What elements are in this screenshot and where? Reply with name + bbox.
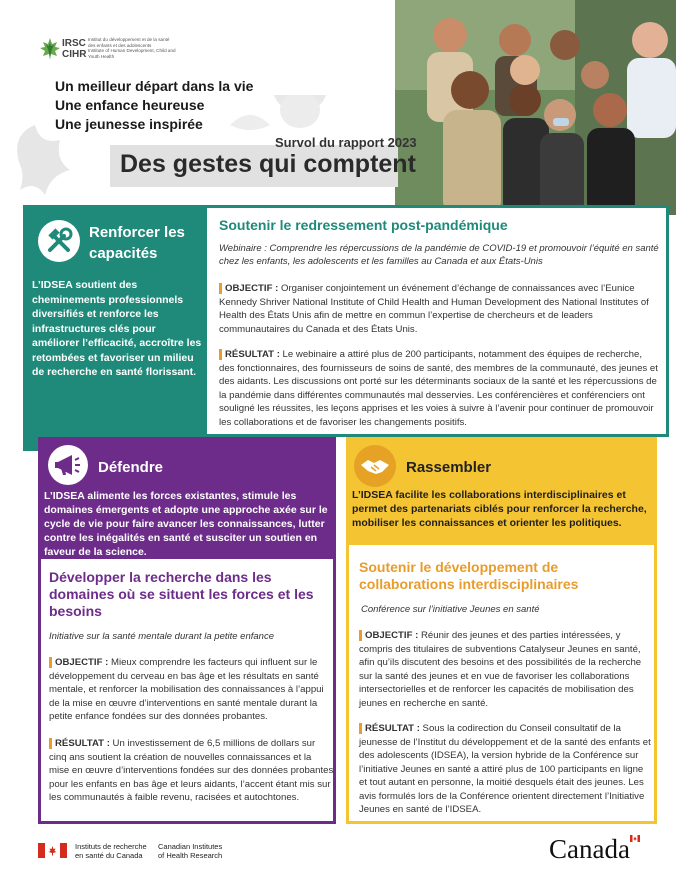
defendre-body: L’IDSEA alimente les forces existantes, stimule les domaines émergents et adopte une approche axée sur le cycle de vie pour faire avancer les connaissances, lutter contre les inégalités en santé et susciter un soutien en faveur de la science. xyxy=(44,490,328,558)
objectif-text: Réunir des jeunes et des parties intéressées, y compris des titulaires de subventions Catalyseur Jeunes en santé, afin qu’ils discutent des besoins et des possibilités de la recherche sur la santé des jeunes et en vue de favoriser les collaborations intersectorielles et de renforcer les capacités de mobilisation des jeunes en recherche en santé. xyxy=(359,630,642,709)
rassembler-heading: Rassembler xyxy=(406,459,492,476)
capacites-card xyxy=(207,205,669,437)
group-photo-image xyxy=(395,0,676,215)
page-title: Des gestes qui comptent xyxy=(120,150,416,178)
resultat-text: Un investissement de 6,5 millions de dollars sur cinq ans soutient la création de nouvelles connaissances et la mise en œuvre d’interventions fondées sur des données probantes pour les enfants en bas âge et leurs aidants, l’accent étant mis sur les communautés à faible revenu, racisées et autochtones. xyxy=(49,738,334,803)
logo-acronym-en: CIHR xyxy=(62,49,87,60)
objectif-text: Organiser conjointement un événement d’échange de connaissances avec l’Eunice Kennedy Shriver National Institute of Child Health and Human Development des National Institutes of Health des États Unis afin de mettre en commun l’expertise de chercheurs et de leaders communautaires du Canada et des États Unis. xyxy=(219,283,649,335)
rassembler-panel xyxy=(346,437,657,545)
wordmark-flag-icon xyxy=(630,835,640,842)
canada-flag-icon xyxy=(38,843,67,858)
rassembler-resultat xyxy=(359,722,651,817)
footer-fr-line1: Instituts de recherche xyxy=(75,842,147,851)
resultat-label: RÉSULTAT : xyxy=(49,738,110,749)
defendre-heading: Défendre xyxy=(98,459,164,476)
report-subtitle: Survol du rapport 2023 xyxy=(275,135,417,150)
logo-text-en: Institute of Human Development, Child and Youth Health xyxy=(88,48,176,59)
rassembler-body: L’IDSEA facilite les collaborations interdisciplinaires et permet des partenariats ciblés pour renforcer la recherche, mobiliser les connaissances et orienter les politiques. xyxy=(352,489,647,529)
capacites-heading-line1: Renforcer les xyxy=(89,224,185,241)
canada-wordmark: Canada xyxy=(549,834,630,864)
maple-leaf-logo-icon xyxy=(38,37,62,61)
capacites-objectif xyxy=(219,282,659,336)
footer-en-line2: of Health Research xyxy=(158,851,223,860)
resultat-label: RÉSULTAT : xyxy=(219,349,280,360)
logo-text-fr: Institut du développement et de la santé des enfants et des adolescents xyxy=(88,37,170,48)
capacites-card-italic: Webinaire : Comprendre les répercussions de la pandémie de COVID-19 et promouvoir l’équité en santé chez les enfants, les adolescents et les familles au Canada et aux États-Unis xyxy=(219,243,659,267)
megaphone-icon xyxy=(48,445,88,485)
logo-acronym-fr: IRSC xyxy=(62,38,86,49)
rassembler-objectif xyxy=(359,629,651,710)
objectif-label: OBJECTIF : xyxy=(359,630,418,641)
rassembler-card xyxy=(346,545,657,824)
resultat-text: Le webinaire a attiré plus de 200 participants, notamment des équipes de recherche, des fonctionnaires, des fournisseurs de soins de santé, des membres de la communauté, des jeunes et des aidants. Les discussions ont porté sur les déterminants sociaux de la santé et les répercussions de la pandémie dans différentes communautés mal desservies. Les conférencières et conférenciers ont souligné les réussites, les leçons apprises et les voies à suivre à l’avenir pour continuer de promouvoir les collaborations et de favoriser les changements positifs. xyxy=(219,349,658,428)
rassembler-card-italic: Conférence sur l’initiative Jeunes en santé xyxy=(361,604,540,615)
capacites-body: L’IDSEA soutient des cheminements professionnels diversifiés et renforce les infrastructures clés pour améliorer l’efficacité, accroître les retombées et favoriser un milieu de recherche en santé florissant. xyxy=(32,279,202,378)
cihr-logo xyxy=(38,37,178,63)
footer-fr-line2: en santé du Canada xyxy=(75,851,143,860)
capacites-card-heading: Soutenir le redressement post-pandémique xyxy=(219,217,508,233)
defendre-card-heading: Développer la recherche dans les domaines où se situent les forces et les besoins xyxy=(49,569,314,619)
objectif-label: OBJECTIF : xyxy=(219,283,278,294)
capacites-heading-line2: capacités xyxy=(89,245,158,262)
footer-en-line1: Canadian Institutes xyxy=(158,842,223,851)
objectif-text: Mieux comprendre les facteurs qui influent sur le développement du cerveau en bas âge et les résultats en santé mentale, et renforcer la mobilisation des connaissances à l’appui de la mise en œuvre d’interventions en santé mentale durant la petite enfance fondées sur des données probantes. xyxy=(49,657,324,722)
wrench-hammer-icon xyxy=(38,220,80,262)
objectif-label: OBJECTIF : xyxy=(49,657,108,668)
footer-cihr-en xyxy=(158,842,222,860)
defendre-card xyxy=(38,559,336,824)
tagline-3: Une jeunesse inspirée xyxy=(55,116,203,132)
capacites-resultat xyxy=(219,348,659,429)
defendre-card-italic: Initiative sur la santé mentale durant la petite enfance xyxy=(49,631,274,642)
hero-photo-group xyxy=(395,0,676,215)
handshake-icon xyxy=(354,445,396,487)
rassembler-card-heading: Soutenir le développement de collaborations interdisciplinaires xyxy=(359,559,579,592)
footer-cihr-fr xyxy=(75,842,147,860)
defendre-panel xyxy=(38,437,336,559)
tagline-1: Un meilleur départ dans la vie xyxy=(55,78,254,94)
defendre-objectif xyxy=(49,656,334,724)
capacites-panel xyxy=(23,205,207,451)
resultat-text: Sous la codirection du Conseil consultatif de la jeunesse de l’Institut du développement et de la santé des enfants et des adolescents (IDSEA), la version hybride de la Conférence sur l’initiative Jeunes en santé a attiré plus de 100 participants en ligne et tout autant en personne, la moitié desquels était des jeunes. Les avis formulés lors de la Conférence orientent directement l’Initiative Jeunes en santé de l’IDSEA. xyxy=(359,723,651,815)
resultat-label: RÉSULTAT : xyxy=(359,723,420,734)
tagline-2: Une enfance heureuse xyxy=(55,97,205,113)
defendre-resultat xyxy=(49,737,334,805)
